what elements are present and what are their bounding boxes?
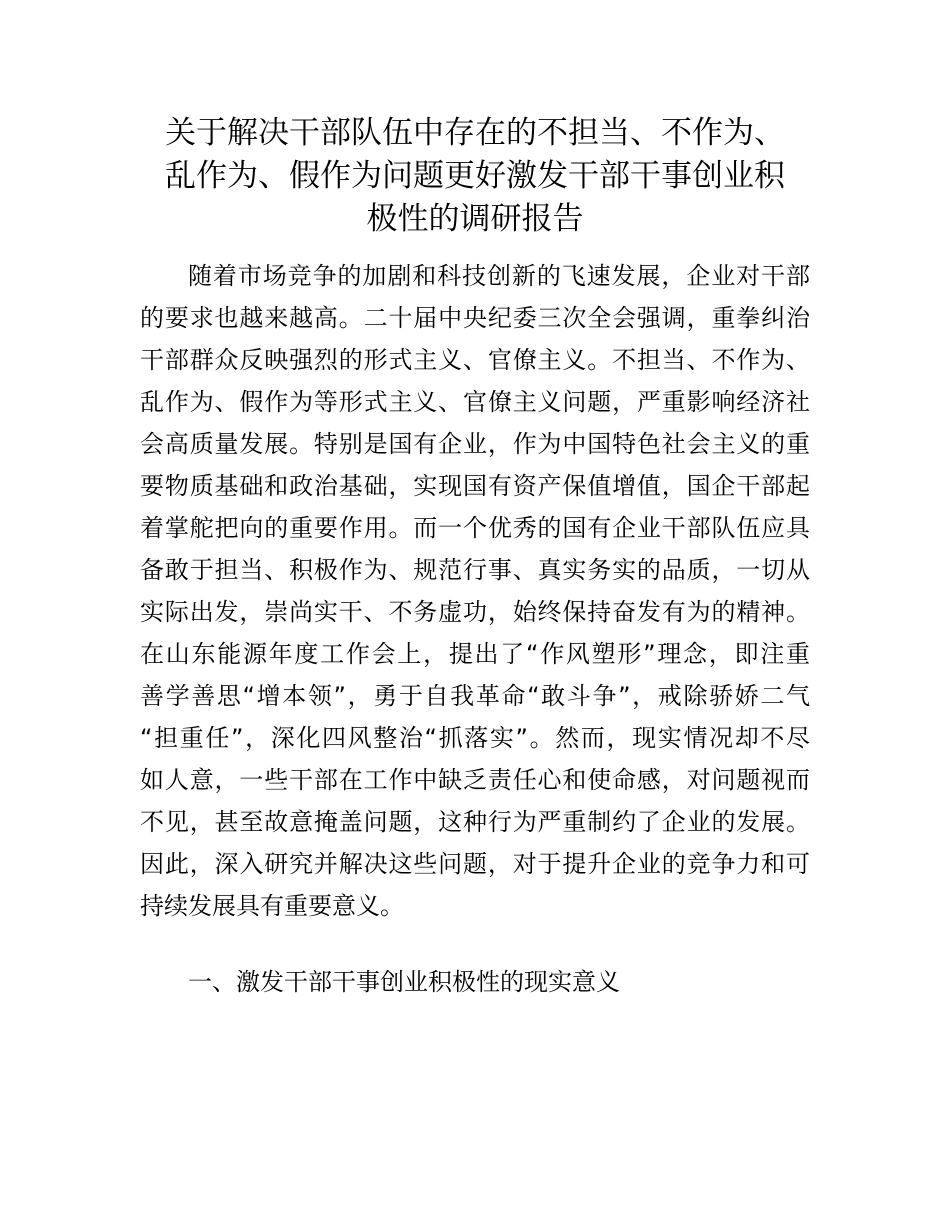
- paragraph-line: 乱作为、假作为等形式主义、官僚主义问题，严重影响经济社: [140, 388, 810, 416]
- paragraph-line: 不见，甚至故意掩盖问题，这种行为严重制约了企业的发展。: [140, 808, 810, 836]
- paragraph-line: 要物质基础和政治基础，实现国有资产保值增值，国企干部起: [140, 472, 810, 500]
- paragraph-line: 如人意，一些干部在工作中缺乏责任心和使命感，对问题视而: [140, 766, 810, 794]
- paragraph-line: 备敢于担当、积极作为、规范行事、真实务实的品质，一切从: [140, 556, 810, 584]
- paragraph-line: 因此，深入研究并解决这些问题，对于提升企业的竞争力和可: [140, 850, 810, 878]
- title-line: 极性的调研报告: [366, 201, 584, 237]
- paragraph-line: 干部群众反映强烈的形式主义、官僚主义。不担当、不作为、: [140, 346, 810, 374]
- paragraph-line: 善学善思“增本领”，勇于自我革命“敢斗争”，戒除骄娇二气: [140, 682, 810, 710]
- title-line: 乱作为、假作为问题更好激发干部干事创业积: [165, 158, 785, 194]
- intro-paragraph: [140, 255, 810, 927]
- section-heading: 一、激发干部干事创业积极性的现实意义: [188, 968, 620, 996]
- paragraph-line: 持续发展具有重要意义。: [140, 892, 404, 920]
- paragraph-line: “担重任”，深化四风整治“抓落实”。然而，现实情况却不尽: [140, 724, 810, 752]
- paragraph-line: 在山东能源年度工作会上，提出了“作风塑形”理念，即注重: [140, 640, 810, 668]
- paragraph-line: 实际出发，崇尚实干、不务虚功，始终保持奋发有为的精神。: [140, 598, 810, 626]
- paragraph-line: 的要求也越来越高。二十届中央纪委三次全会强调，重拳纠治: [140, 304, 810, 332]
- paragraph-line: 着掌舵把向的重要作用。而一个优秀的国有企业干部队伍应具: [140, 514, 810, 542]
- title-line: 关于解决干部队伍中存在的不担当、不作为、: [165, 115, 785, 151]
- document-title: [140, 112, 810, 241]
- paragraph-line: 随着市场竞争的加剧和科技创新的飞速发展，企业对干部: [188, 262, 810, 290]
- paragraph-line: 会高质量发展。特别是国有企业，作为中国特色社会主义的重: [140, 430, 810, 458]
